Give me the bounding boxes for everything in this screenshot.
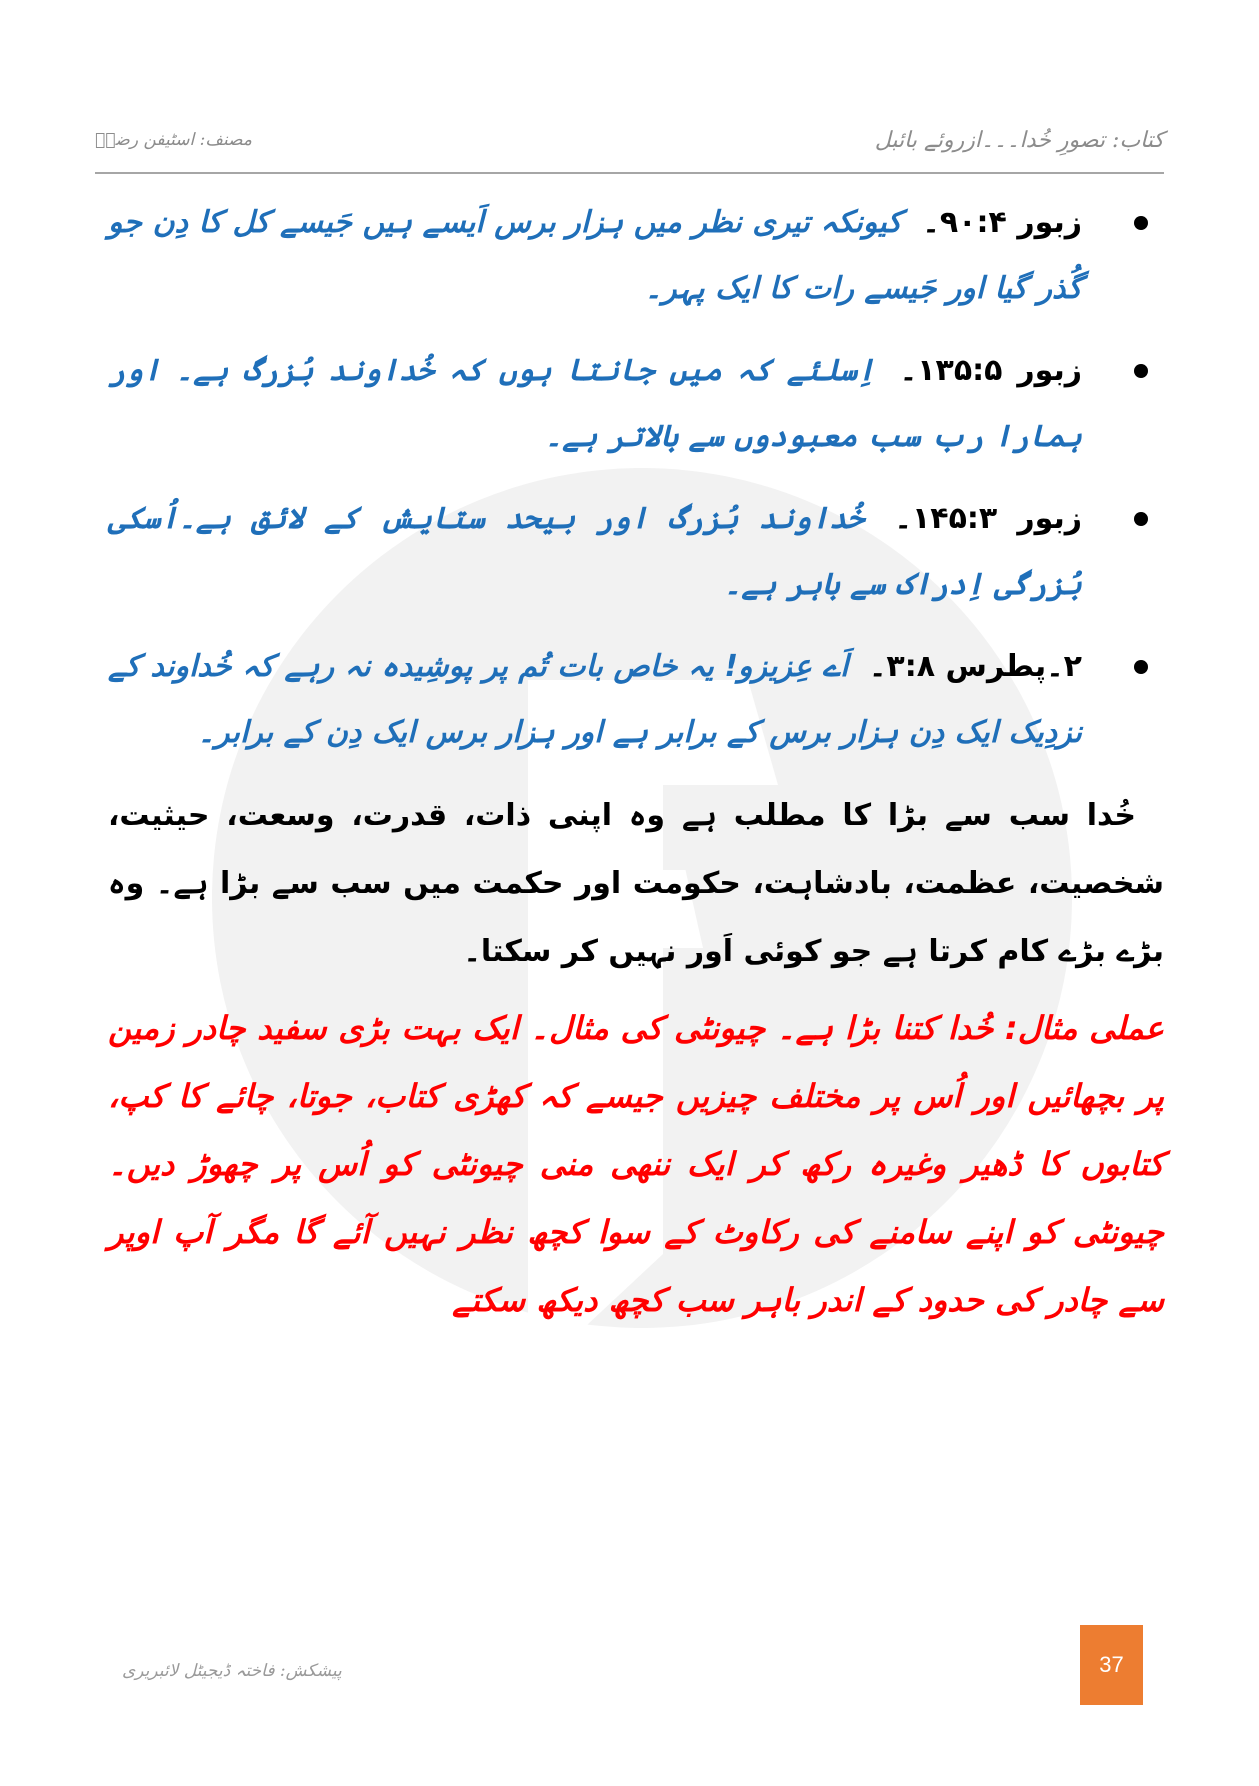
verse-reference: ۲۔پطرس ۳:۸۔ <box>868 649 1082 684</box>
bullet-icon <box>1134 512 1148 526</box>
body-paragraph-text: خُدا سب سے بڑا کا مطلب ہے وہ اپنی ذات، قدرت، وسعت، حیثیت، شخصیت، عظمت، بادشاہت، حکومت اور حکمت میں سب سے بڑا ہے۔ وہ بڑے بڑے کام کرتا ہے جو کوئی اَور نہیں کر سکتا۔ <box>108 798 1164 969</box>
bullet-icon <box>1134 216 1148 230</box>
verse-item <box>108 634 1164 766</box>
book-title: کتاب: تصورِ خُدا۔۔۔ازروئے بائبل <box>874 128 1164 153</box>
page-number-badge: 37 <box>1080 1625 1143 1705</box>
page-header <box>95 128 1164 174</box>
bullet-icon <box>1134 660 1148 674</box>
footer-publisher: پیشکش: فاختہ ڈیجیٹل لائبریری <box>122 1661 342 1681</box>
verse-text: اِسلئے کہ میں جانتا ہوں کہ خُداوند بُزرگ ہے۔ اور ہمارا رب سب معبودوں سے بالاتر ہے۔ <box>108 353 1082 454</box>
verse-reference: زبور ۹۰:۴۔ <box>922 205 1082 240</box>
body-paragraph <box>108 782 1164 986</box>
page-content <box>108 190 1164 1366</box>
verse-reference: زبور ۱۴۵:۳۔ <box>894 501 1082 536</box>
practical-example: عملی مثال: خُدا کتنا بڑا ہے۔ چیونٹی کی مثال۔ ایک بہت بڑی سفید چادر زمین پر بچھائیں اور اُس پر مختلف چیزیں جیسے کہ کھڑی کتاب، جوتا، چائے کا کپ، کتابوں کا ڈھیر وغیرہ رکھ کر ایک ننھی منی چیونٹی کو اُس پر چھوڑ دیں۔ چیونٹی کو اپنے سامنے کی رکاوٹ کے سوا کچھ نظر نہیں آئے گا مگر آپ اوپر سے چادر کی حدود کے اندر باہر سب کچھ دیکھ سکتے <box>108 1009 1165 1319</box>
verse-item <box>108 190 1164 322</box>
verse-item <box>108 486 1164 618</box>
verse-text: کیونکہ تیری نظر میں ہزار برس اَیسے ہیں جَیسے کل کا دِن جو گُذر گیا اور جَیسے رات کا ایک پہر۔ <box>108 205 1082 306</box>
bullet-icon <box>1134 364 1148 378</box>
verse-item <box>108 338 1164 470</box>
verse-list <box>108 190 1164 766</box>
verse-text: اَے عِزیزو! یہ خاص بات تُم پر پوشِیدہ نہ رہے کہ خُداوند کے نزدِیک ایک دِن ہزار برس کے برابر ہے اور ہزار برس ایک دِن کے برابر۔ <box>108 649 1082 750</box>
verse-text: خُداوند بُزرگ اور بیحد ستایش کے لائق ہے۔اُسکی بُزرگی اِدراک سے باہر ہے۔ <box>108 501 1082 602</box>
author-name: مصنف: اسٹیفن رضاؔ <box>95 130 252 150</box>
verse-reference: زبور ۱۳۵:۵۔ <box>899 353 1082 388</box>
